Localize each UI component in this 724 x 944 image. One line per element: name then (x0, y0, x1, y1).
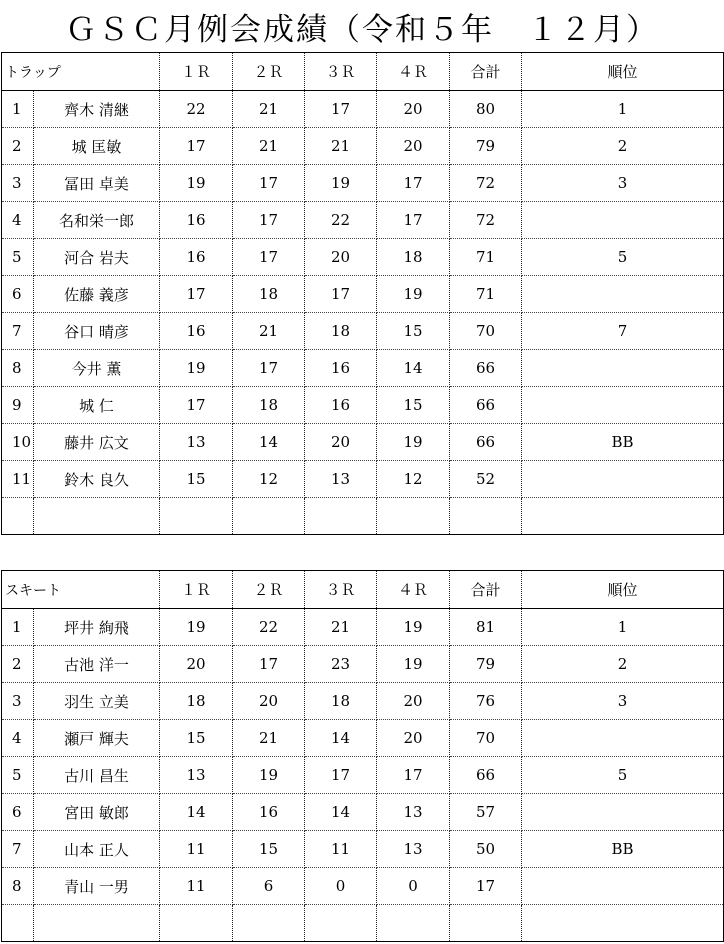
round3-score: 17 (305, 276, 377, 313)
competitor-name: 青山 一男 (34, 868, 160, 905)
round3-score: 21 (305, 128, 377, 165)
round1-score (160, 498, 233, 535)
round2-score: 17 (233, 646, 305, 683)
round3-score: 22 (305, 202, 377, 239)
round4-score: 12 (377, 461, 450, 498)
round4-score: 18 (377, 239, 450, 276)
total-score: 66 (450, 757, 522, 794)
rank: BB (522, 424, 724, 461)
round2-score: 21 (233, 313, 305, 350)
table-row (2, 646, 724, 683)
round3-score: 14 (305, 794, 377, 831)
column-header: 合計 (450, 571, 522, 609)
competitor-name: 城 仁 (34, 387, 160, 424)
round3-score: 13 (305, 461, 377, 498)
rank: 7 (522, 313, 724, 350)
table-row (2, 868, 724, 905)
column-header: ３Ｒ (305, 53, 377, 91)
round3-score: 17 (305, 91, 377, 128)
rank (522, 387, 724, 424)
round1-score: 11 (160, 868, 233, 905)
round1-score: 19 (160, 609, 233, 646)
round2-score (233, 498, 305, 535)
competitor-name: 藤井 広文 (34, 424, 160, 461)
round2-score (233, 905, 305, 942)
round2-score: 18 (233, 276, 305, 313)
column-header: １Ｒ (160, 53, 233, 91)
round1-score: 16 (160, 313, 233, 350)
round3-score: 23 (305, 646, 377, 683)
row-number (2, 905, 34, 942)
row-number: 10 (2, 424, 34, 461)
row-number: 7 (2, 831, 34, 868)
round1-score: 15 (160, 720, 233, 757)
round2-score: 15 (233, 831, 305, 868)
row-number: 6 (2, 794, 34, 831)
table-row (2, 424, 724, 461)
row-number: 8 (2, 350, 34, 387)
total-score: 50 (450, 831, 522, 868)
competitor-name: 谷口 晴彦 (34, 313, 160, 350)
total-score: 81 (450, 609, 522, 646)
total-score: 71 (450, 239, 522, 276)
competitor-name: 城 匡敏 (34, 128, 160, 165)
table-row (2, 313, 724, 350)
round2-score: 21 (233, 720, 305, 757)
row-number: 3 (2, 683, 34, 720)
table-row (2, 905, 724, 942)
competitor-name: 宮田 敏郎 (34, 794, 160, 831)
competitor-name: 山本 正人 (34, 831, 160, 868)
rank (522, 794, 724, 831)
page-title: ＧＳＣ月例会成績（令和５年 １２月） (65, 11, 659, 48)
round1-score: 11 (160, 831, 233, 868)
round4-score: 19 (377, 424, 450, 461)
round4-score: 0 (377, 868, 450, 905)
total-score: 79 (450, 646, 522, 683)
total-score: 70 (450, 720, 522, 757)
rank: 3 (522, 683, 724, 720)
round3-score: 21 (305, 609, 377, 646)
round4-score: 20 (377, 91, 450, 128)
round3-score (305, 498, 377, 535)
column-header: ３Ｒ (305, 571, 377, 609)
row-number: 11 (2, 461, 34, 498)
rank (522, 276, 724, 313)
rank (522, 720, 724, 757)
skeet-header-row (2, 571, 724, 609)
table-row (2, 609, 724, 646)
total-score: 72 (450, 165, 522, 202)
column-header: 順位 (522, 53, 724, 91)
row-number: 2 (2, 646, 34, 683)
row-number (2, 498, 34, 535)
rank (522, 202, 724, 239)
round4-score: 19 (377, 646, 450, 683)
table-row (2, 387, 724, 424)
round4-score: 14 (377, 350, 450, 387)
table-row (2, 720, 724, 757)
competitor-name (34, 498, 160, 535)
column-header: 順位 (522, 571, 724, 609)
total-score (450, 498, 522, 535)
round2-score: 14 (233, 424, 305, 461)
competitor-name: 河合 岩夫 (34, 239, 160, 276)
round3-score: 20 (305, 239, 377, 276)
round2-score: 22 (233, 609, 305, 646)
rank: 5 (522, 757, 724, 794)
skeet-category-label: スキート (2, 571, 160, 609)
competitor-name: 今井 薫 (34, 350, 160, 387)
round4-score: 20 (377, 128, 450, 165)
total-score (450, 905, 522, 942)
rank (522, 868, 724, 905)
row-number: 9 (2, 387, 34, 424)
round4-score: 19 (377, 276, 450, 313)
total-score: 57 (450, 794, 522, 831)
round4-score (377, 905, 450, 942)
column-header: ４Ｒ (377, 53, 450, 91)
table-row (2, 128, 724, 165)
round3-score: 18 (305, 683, 377, 720)
round1-score: 19 (160, 350, 233, 387)
competitor-name: 鈴木 良久 (34, 461, 160, 498)
table-row (2, 350, 724, 387)
round2-score: 16 (233, 794, 305, 831)
row-number: 6 (2, 276, 34, 313)
round3-score: 16 (305, 387, 377, 424)
row-number: 4 (2, 720, 34, 757)
row-number: 1 (2, 609, 34, 646)
trap-header-row (2, 53, 724, 91)
round3-score: 16 (305, 350, 377, 387)
round3-score: 14 (305, 720, 377, 757)
round4-score: 15 (377, 313, 450, 350)
round4-score: 20 (377, 683, 450, 720)
round2-score: 21 (233, 91, 305, 128)
rank: 5 (522, 239, 724, 276)
total-score: 17 (450, 868, 522, 905)
round1-score: 15 (160, 461, 233, 498)
round2-score: 21 (233, 128, 305, 165)
rank (522, 498, 724, 535)
competitor-name: 齊木 清継 (34, 91, 160, 128)
round4-score: 20 (377, 720, 450, 757)
column-header: 合計 (450, 53, 522, 91)
round2-score: 18 (233, 387, 305, 424)
total-score: 66 (450, 424, 522, 461)
skeet-table (1, 570, 724, 942)
row-number: 5 (2, 757, 34, 794)
total-score: 80 (450, 91, 522, 128)
round2-score: 17 (233, 202, 305, 239)
round4-score: 17 (377, 757, 450, 794)
column-header: ４Ｒ (377, 571, 450, 609)
competitor-name: 佐藤 義彦 (34, 276, 160, 313)
round1-score: 13 (160, 424, 233, 461)
round4-score: 19 (377, 609, 450, 646)
competitor-name: 名和栄一郎 (34, 202, 160, 239)
row-number: 7 (2, 313, 34, 350)
row-number: 1 (2, 91, 34, 128)
total-score: 79 (450, 128, 522, 165)
round1-score: 13 (160, 757, 233, 794)
rank (522, 461, 724, 498)
round3-score: 0 (305, 868, 377, 905)
round3-score: 18 (305, 313, 377, 350)
round2-score: 6 (233, 868, 305, 905)
total-score: 66 (450, 350, 522, 387)
competitor-name: 羽生 立美 (34, 683, 160, 720)
round1-score: 22 (160, 91, 233, 128)
competitor-name: 坪井 絢飛 (34, 609, 160, 646)
round4-score: 17 (377, 165, 450, 202)
total-score: 66 (450, 387, 522, 424)
round2-score: 12 (233, 461, 305, 498)
rank (522, 905, 724, 942)
round3-score: 11 (305, 831, 377, 868)
competitor-name (34, 905, 160, 942)
total-score: 72 (450, 202, 522, 239)
round4-score: 13 (377, 831, 450, 868)
row-number: 8 (2, 868, 34, 905)
table-row (2, 831, 724, 868)
round1-score: 16 (160, 239, 233, 276)
round1-score: 14 (160, 794, 233, 831)
column-header: ２Ｒ (233, 53, 305, 91)
round1-score: 20 (160, 646, 233, 683)
round3-score (305, 905, 377, 942)
competitor-name: 瀬戸 輝夫 (34, 720, 160, 757)
round2-score: 17 (233, 350, 305, 387)
round2-score: 17 (233, 165, 305, 202)
round1-score (160, 905, 233, 942)
rank: 3 (522, 165, 724, 202)
table-row (2, 498, 724, 535)
total-score: 70 (450, 313, 522, 350)
round1-score: 17 (160, 387, 233, 424)
row-number: 3 (2, 165, 34, 202)
round3-score: 17 (305, 757, 377, 794)
round3-score: 19 (305, 165, 377, 202)
rank (522, 350, 724, 387)
round1-score: 19 (160, 165, 233, 202)
rank: 1 (522, 609, 724, 646)
round4-score: 13 (377, 794, 450, 831)
competitor-name: 古川 昌生 (34, 757, 160, 794)
trap-table (1, 52, 724, 535)
round3-score: 20 (305, 424, 377, 461)
round4-score: 17 (377, 202, 450, 239)
column-header: １Ｒ (160, 571, 233, 609)
table-row (2, 276, 724, 313)
round1-score: 18 (160, 683, 233, 720)
table-row (2, 202, 724, 239)
row-number: 4 (2, 202, 34, 239)
total-score: 71 (450, 276, 522, 313)
round4-score (377, 498, 450, 535)
row-number: 2 (2, 128, 34, 165)
competitor-name: 冨田 卓美 (34, 165, 160, 202)
total-score: 76 (450, 683, 522, 720)
round2-score: 20 (233, 683, 305, 720)
round2-score: 19 (233, 757, 305, 794)
round1-score: 16 (160, 202, 233, 239)
round1-score: 17 (160, 276, 233, 313)
column-header: ２Ｒ (233, 571, 305, 609)
row-number: 5 (2, 239, 34, 276)
rank: 2 (522, 646, 724, 683)
round1-score: 17 (160, 128, 233, 165)
table-row (2, 794, 724, 831)
round2-score: 17 (233, 239, 305, 276)
table-row (2, 165, 724, 202)
table-row (2, 683, 724, 720)
rank: 1 (522, 91, 724, 128)
table-row (2, 757, 724, 794)
total-score: 52 (450, 461, 522, 498)
trap-category-label: トラップ (2, 53, 160, 91)
table-row (2, 91, 724, 128)
round4-score: 15 (377, 387, 450, 424)
rank: 2 (522, 128, 724, 165)
competitor-name: 古池 洋一 (34, 646, 160, 683)
rank: BB (522, 831, 724, 868)
table-row (2, 461, 724, 498)
table-row (2, 239, 724, 276)
